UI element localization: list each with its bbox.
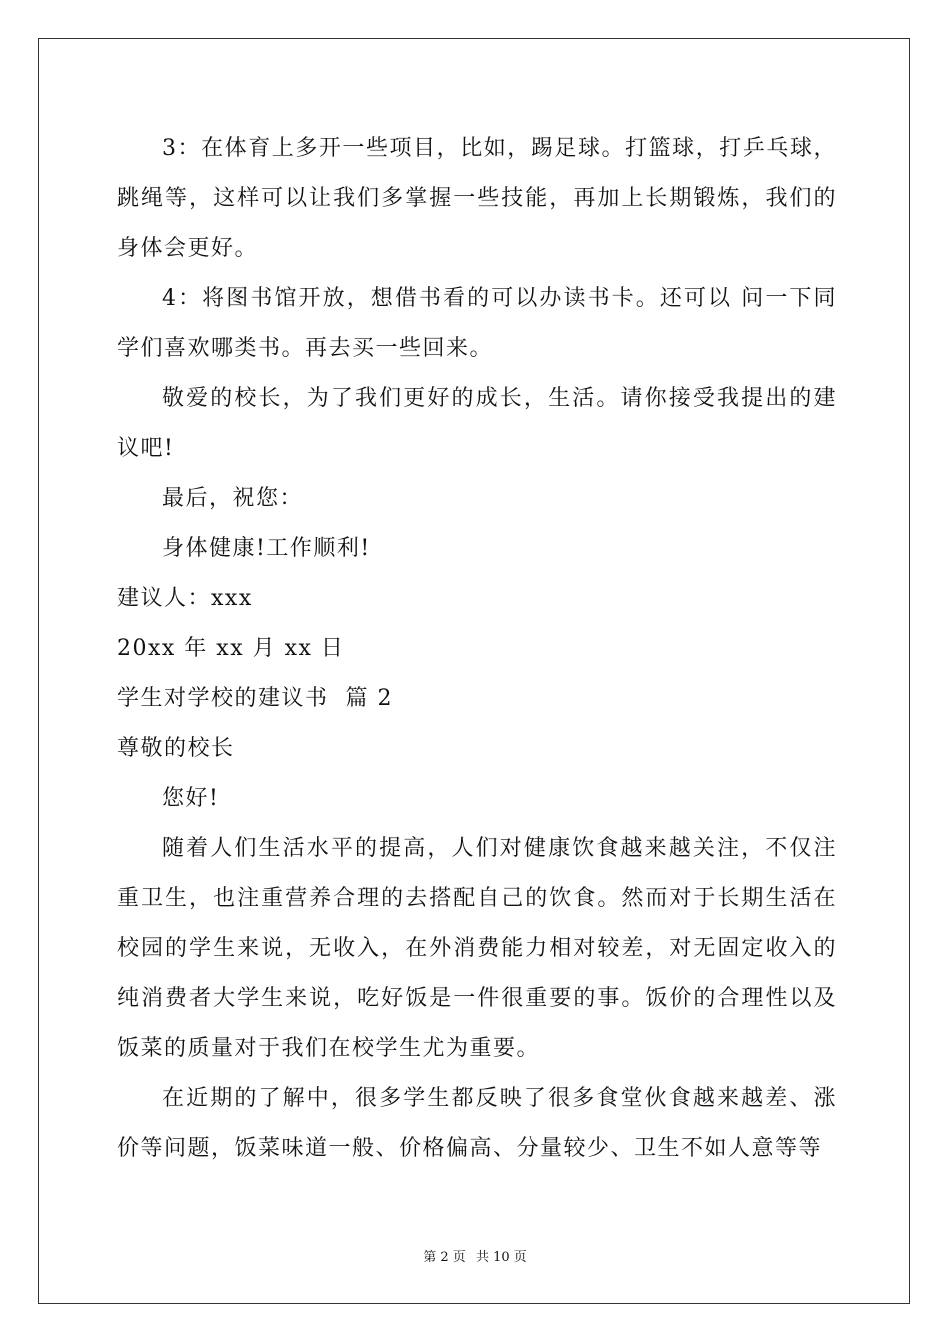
paragraph-body-2: 在近期的了解中，很多学生都反映了很多食堂伙食越来越差、涨价等问题，饭菜味道一般、价格偏高、分量较少、卫生不如人意等等: [117, 1086, 837, 1161]
greeting: 您好!: [162, 786, 220, 811]
section-title: 学生对学校的建议书 篇 2: [117, 686, 393, 711]
paragraph-suggestion-3: 3：在体育上多开一些项目，比如，踢足球。打篮球，打乒乓球，跳绳等，这样可以让我们多掌握一些技能，再加上长期锻炼，我们的身体会更好。: [117, 136, 837, 261]
page-number: 第 2 页: [423, 1250, 466, 1265]
page-footer: [0, 1246, 950, 1265]
paragraph-body-1: 随着人们生活水平的提高，人们对健康饮食越来越关注，不仅注重卫生，也注重营养合理的去搭配自己的饮食。然而对于长期生活在校园的学生来说，无收入，在外消费能力相对较差，对无固定收入的纯消费者大学生来说，吃好饭是一件很重要的事。饭价的合理性以及饭菜的质量对于我们在校学生尤为重要。: [117, 836, 837, 1061]
paragraph-closing-request: 敬爱的校长，为了我们更好的成长，生活。请你接受我提出的建议吧!: [117, 386, 837, 461]
salutation: 尊敬的校长: [117, 736, 235, 761]
signature-date: 20xx 年 xx 月 xx 日: [117, 636, 345, 661]
paragraph-suggestion-4: 4：将图书馆开放，想借书看的可以办读书卡。还可以 问一下同学们喜欢哪类书。再去买一些回来。: [117, 286, 837, 361]
signature-author: 建议人：xxx: [117, 586, 253, 611]
page-total: 共 10 页: [475, 1250, 527, 1265]
paragraph-wishes: 身体健康!工作顺利!: [162, 536, 371, 561]
document-body: [117, 124, 837, 1174]
paragraph-final-wishes-intro: 最后，祝您：: [162, 486, 304, 511]
